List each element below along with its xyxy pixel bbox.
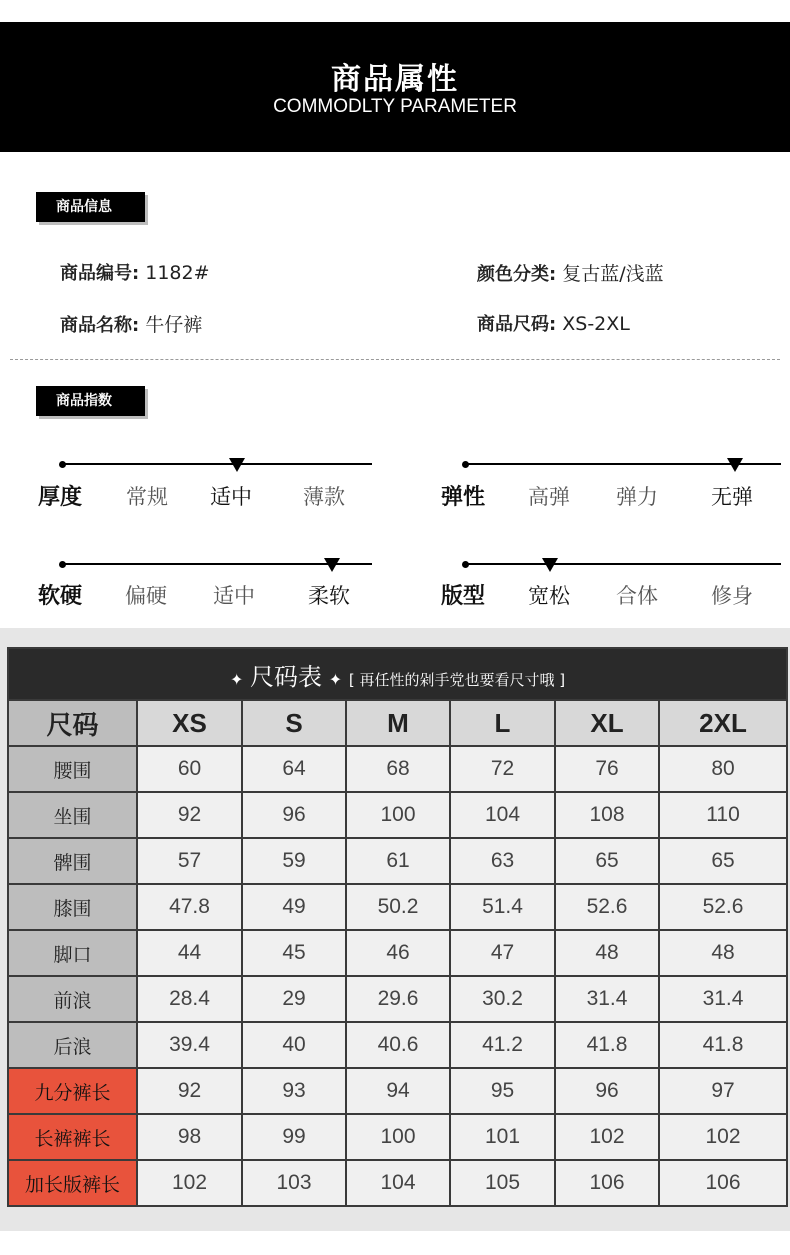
scale-marker bbox=[324, 558, 340, 572]
size-value-cell: 45 bbox=[242, 930, 346, 976]
table-row bbox=[8, 746, 787, 792]
size-chart-table bbox=[7, 647, 788, 1207]
size-header-corner: 尺码 bbox=[8, 700, 137, 746]
size-value-cell: 68 bbox=[346, 746, 450, 792]
table-row bbox=[8, 838, 787, 884]
size-value-cell: 101 bbox=[450, 1114, 555, 1160]
size-value-cell: 102 bbox=[659, 1114, 787, 1160]
info-key: 颜色分类: bbox=[477, 264, 557, 285]
size-value-cell: 47.8 bbox=[137, 884, 242, 930]
scale-marker bbox=[229, 458, 245, 472]
size-value-cell: 61 bbox=[346, 838, 450, 884]
scale-start-dot bbox=[462, 461, 469, 468]
scale-option: 薄款 bbox=[303, 485, 345, 509]
size-value-cell: 104 bbox=[450, 792, 555, 838]
size-value-cell: 40 bbox=[242, 1022, 346, 1068]
size-value-cell: 41.8 bbox=[659, 1022, 787, 1068]
scale-thickness bbox=[38, 456, 378, 516]
size-value-cell: 46 bbox=[346, 930, 450, 976]
size-value-cell: 72 bbox=[450, 746, 555, 792]
scale-option-selected: 无弹 bbox=[711, 485, 753, 509]
size-value-cell: 31.4 bbox=[555, 976, 659, 1022]
size-header-cell: XL bbox=[555, 700, 659, 746]
row-label: 后浪 bbox=[8, 1022, 137, 1068]
size-chart-title-row bbox=[8, 648, 787, 700]
info-value: 1182# bbox=[139, 262, 210, 284]
table-row bbox=[8, 930, 787, 976]
scale-option-selected: 柔软 bbox=[308, 584, 350, 608]
size-value-cell: 76 bbox=[555, 746, 659, 792]
size-value-cell: 80 bbox=[659, 746, 787, 792]
scale-elasticity bbox=[441, 456, 786, 516]
size-value-cell: 106 bbox=[555, 1160, 659, 1206]
size-header-cell: S bbox=[242, 700, 346, 746]
size-value-cell: 40.6 bbox=[346, 1022, 450, 1068]
size-value-cell: 105 bbox=[450, 1160, 555, 1206]
scale-marker bbox=[542, 558, 558, 572]
info-product-name bbox=[60, 310, 202, 337]
scale-start-dot bbox=[59, 561, 66, 568]
scale-softness bbox=[38, 556, 378, 616]
row-label: 九分裤长 bbox=[8, 1068, 137, 1114]
size-header-row bbox=[8, 700, 787, 746]
scale-option: 高弹 bbox=[528, 485, 570, 509]
size-value-cell: 97 bbox=[659, 1068, 787, 1114]
size-value-cell: 102 bbox=[137, 1160, 242, 1206]
header-subtitle: COMMODLTY PARAMETER bbox=[273, 96, 517, 117]
size-chart-title-cell bbox=[8, 648, 787, 700]
scale-name: 厚度 bbox=[38, 485, 83, 510]
size-value-cell: 103 bbox=[242, 1160, 346, 1206]
table-row bbox=[8, 792, 787, 838]
size-header-cell: M bbox=[346, 700, 450, 746]
size-value-cell: 100 bbox=[346, 1114, 450, 1160]
size-chart-panel bbox=[0, 628, 790, 1231]
scale-start-dot bbox=[59, 461, 66, 468]
row-label: 髀围 bbox=[8, 838, 137, 884]
table-row bbox=[8, 1068, 787, 1114]
size-value-cell: 92 bbox=[137, 792, 242, 838]
size-value-cell: 104 bbox=[346, 1160, 450, 1206]
size-value-cell: 28.4 bbox=[137, 976, 242, 1022]
size-value-cell: 48 bbox=[555, 930, 659, 976]
info-value: 牛仔裤 bbox=[139, 314, 203, 336]
sparkle-left-icon: ✦ bbox=[229, 669, 244, 689]
row-label: 膝围 bbox=[8, 884, 137, 930]
size-value-cell: 49 bbox=[242, 884, 346, 930]
row-label: 腰围 bbox=[8, 746, 137, 792]
scale-option: 合体 bbox=[616, 584, 658, 608]
size-value-cell: 47 bbox=[450, 930, 555, 976]
table-row bbox=[8, 976, 787, 1022]
info-color bbox=[477, 259, 664, 286]
size-value-cell: 110 bbox=[659, 792, 787, 838]
row-label: 加长版裤长 bbox=[8, 1160, 137, 1206]
size-rows bbox=[8, 746, 787, 1206]
size-value-cell: 60 bbox=[137, 746, 242, 792]
size-value-cell: 98 bbox=[137, 1114, 242, 1160]
table-row bbox=[8, 1022, 787, 1068]
scale-option: 偏硬 bbox=[125, 584, 167, 608]
size-value-cell: 94 bbox=[346, 1068, 450, 1114]
scale-option: 常规 bbox=[126, 485, 168, 509]
scale-option: 适中 bbox=[213, 584, 255, 608]
scale-name: 软硬 bbox=[38, 584, 83, 609]
size-value-cell: 65 bbox=[555, 838, 659, 884]
size-value-cell: 65 bbox=[659, 838, 787, 884]
size-value-cell: 29.6 bbox=[346, 976, 450, 1022]
size-value-cell: 48 bbox=[659, 930, 787, 976]
header-title: 商品属性 bbox=[331, 62, 459, 97]
size-value-cell: 50.2 bbox=[346, 884, 450, 930]
row-label: 长裤裤长 bbox=[8, 1114, 137, 1160]
size-value-cell: 52.6 bbox=[555, 884, 659, 930]
size-value-cell: 102 bbox=[555, 1114, 659, 1160]
size-header-cell: 2XL bbox=[659, 700, 787, 746]
table-row bbox=[8, 1114, 787, 1160]
size-value-cell: 96 bbox=[242, 792, 346, 838]
row-label: 前浪 bbox=[8, 976, 137, 1022]
size-value-cell: 96 bbox=[555, 1068, 659, 1114]
info-key: 商品编号: bbox=[60, 263, 140, 284]
size-value-cell: 99 bbox=[242, 1114, 346, 1160]
size-value-cell: 41.2 bbox=[450, 1022, 555, 1068]
info-value: 复古蓝/浅蓝 bbox=[556, 263, 664, 285]
size-value-cell: 52.6 bbox=[659, 884, 787, 930]
size-value-cell: 93 bbox=[242, 1068, 346, 1114]
size-value-cell: 106 bbox=[659, 1160, 787, 1206]
scale-line bbox=[62, 463, 372, 465]
size-value-cell: 57 bbox=[137, 838, 242, 884]
size-value-cell: 44 bbox=[137, 930, 242, 976]
info-product-number bbox=[60, 259, 210, 285]
size-value-cell: 108 bbox=[555, 792, 659, 838]
page-header bbox=[0, 22, 790, 152]
table-row bbox=[8, 884, 787, 930]
size-chart-subtitle: [ 再任性的剁手党也要看尺寸哦 ] bbox=[348, 670, 566, 689]
size-chart-title: 尺码表 bbox=[250, 662, 323, 691]
info-size-range bbox=[477, 310, 630, 336]
scale-marker bbox=[727, 458, 743, 472]
product-index-tag: 商品指数 bbox=[36, 386, 145, 416]
scale-option: 弹力 bbox=[616, 485, 658, 509]
section-divider bbox=[10, 359, 780, 360]
row-label: 脚口 bbox=[8, 930, 137, 976]
table-row bbox=[8, 1160, 787, 1206]
info-key: 商品名称: bbox=[60, 315, 140, 336]
scale-name: 弹性 bbox=[441, 485, 486, 510]
size-value-cell: 41.8 bbox=[555, 1022, 659, 1068]
scale-line bbox=[465, 563, 781, 565]
size-value-cell: 51.4 bbox=[450, 884, 555, 930]
scale-option-selected: 适中 bbox=[210, 485, 252, 509]
product-info-tag: 商品信息 bbox=[36, 192, 145, 222]
scale-option: 修身 bbox=[711, 584, 753, 608]
size-value-cell: 29 bbox=[242, 976, 346, 1022]
sparkle-right-icon: ✦ bbox=[328, 669, 343, 689]
row-label: 坐围 bbox=[8, 792, 137, 838]
size-value-cell: 95 bbox=[450, 1068, 555, 1114]
info-value: XS-2XL bbox=[556, 313, 630, 335]
size-header-cell: L bbox=[450, 700, 555, 746]
size-value-cell: 31.4 bbox=[659, 976, 787, 1022]
size-header-cell: XS bbox=[137, 700, 242, 746]
scale-option-selected: 宽松 bbox=[528, 584, 570, 608]
scale-start-dot bbox=[462, 561, 469, 568]
size-value-cell: 63 bbox=[450, 838, 555, 884]
size-value-cell: 64 bbox=[242, 746, 346, 792]
scale-name: 版型 bbox=[441, 584, 486, 609]
size-value-cell: 30.2 bbox=[450, 976, 555, 1022]
size-value-cell: 92 bbox=[137, 1068, 242, 1114]
info-key: 商品尺码: bbox=[477, 314, 557, 335]
scale-fit bbox=[441, 556, 786, 616]
size-value-cell: 100 bbox=[346, 792, 450, 838]
size-value-cell: 59 bbox=[242, 838, 346, 884]
size-value-cell: 39.4 bbox=[137, 1022, 242, 1068]
